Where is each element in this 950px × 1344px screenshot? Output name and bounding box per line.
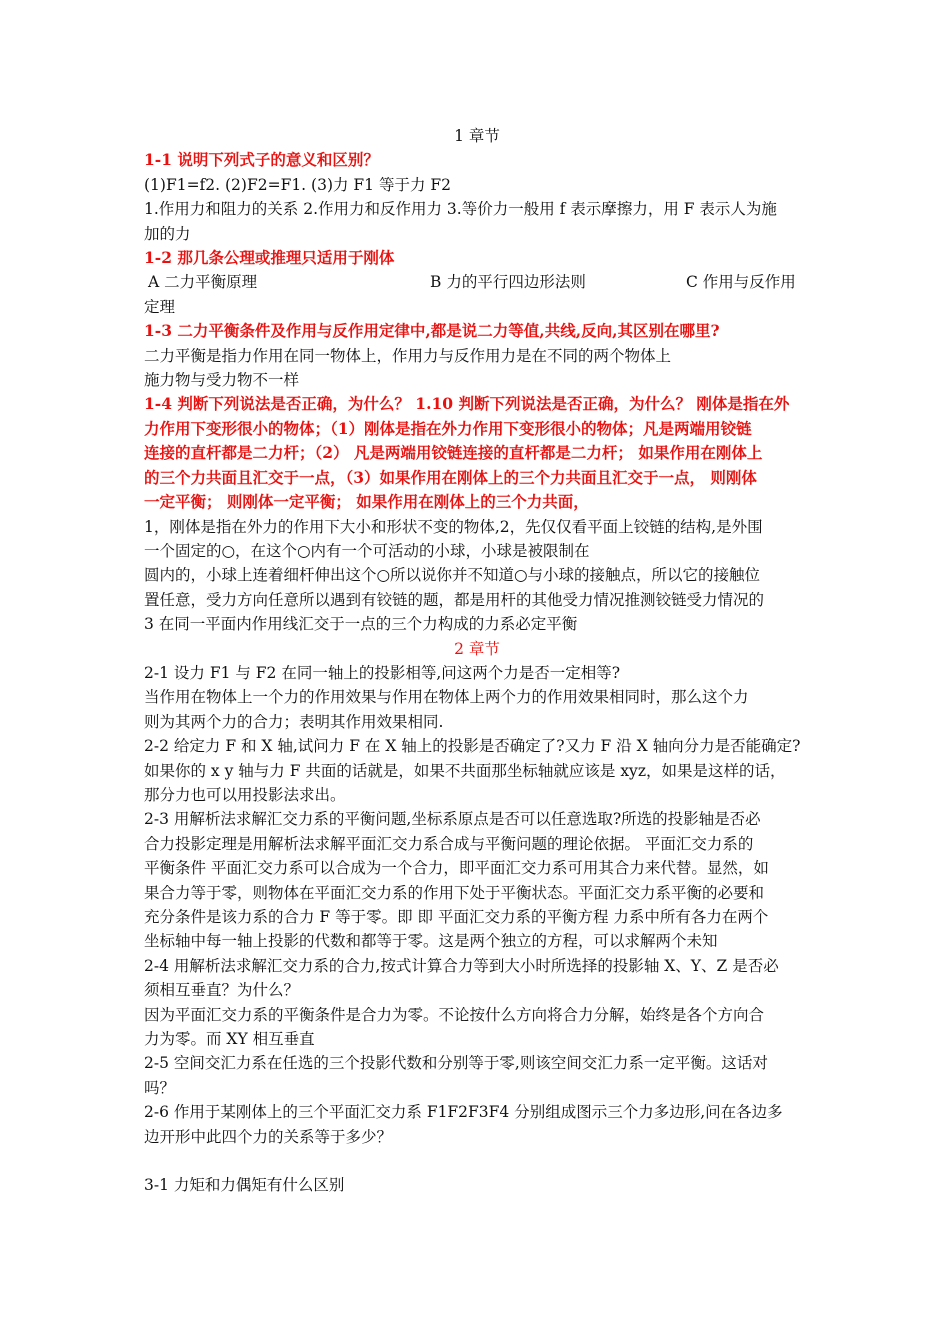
chapter-1-heading: 1 章节 bbox=[454, 127, 500, 145]
question-1-1: 1-1 说明下列式子的意义和区别？ bbox=[144, 150, 379, 170]
chapter-2-line: 充分条件是该力系的合力 F 等于零。即 即 平面汇交力系的平衡方程 力系中所有各力在两个 bbox=[144, 908, 769, 926]
answer-1-3-line: 二力平衡是指力作用在同一物体上，作用力与反作用力是在不同的两个物体上 bbox=[144, 346, 672, 365]
answer-1-4-line: 1，刚体是指在外力的作用下大小和形状不变的物体,2，先仅仅看平面上铰链的结构,是外围 bbox=[144, 517, 763, 536]
chapter-2-heading: 2 章节 bbox=[454, 639, 500, 658]
chapter-2-line: 2-5 空间交汇力系在任选的三个投影代数和分别等于零,则该空间交汇力系一定平衡。这话对 bbox=[144, 1054, 768, 1073]
document-body bbox=[144, 124, 810, 1198]
question-1-4-line: 力作用下变形很小的物体；（1）刚体是指在外力作用下变形很小的物体；凡是两端用铰链 bbox=[144, 418, 752, 438]
answer-1-4-line: 一个固定的○，在这个○内有一个可活动的小球，小球是被限制在 bbox=[144, 541, 590, 560]
question-1-4-line: 1-4 判断下列说法是否正确，为什么？ 1.10 判断下列说法是否正确，为什么？ 刚体是指在外 bbox=[144, 394, 790, 414]
chapter-2-line: 当作用在物体上一个力的作用效果与作用在物体上两个力的作用效果相同时，那么这个力 bbox=[144, 688, 749, 707]
chapter-2-line: 力为零。而 XY 相互垂直 bbox=[144, 1030, 315, 1049]
question-1-2: 1-2 那几条公理或推理只适用于刚体 bbox=[144, 248, 395, 268]
answer-1-4-line: 3 在同一平面内作用线汇交于一点的三个力构成的力系必定平衡 bbox=[144, 615, 578, 634]
question-1-2-options bbox=[144, 270, 810, 294]
question-1-4-line: 的三个力共面且汇交于一点，（3）如果作用在刚体上的三个力共面且汇交于一点， 则刚体 bbox=[144, 467, 757, 487]
option-b: B 力的平行四边形法则 bbox=[430, 273, 586, 292]
option-c: C 作用与反作用 bbox=[686, 273, 796, 292]
answer-1-3-line: 施力物与受力物不一样 bbox=[144, 371, 300, 390]
chapter-2-line: 如果你的 x y 轴与力 F 共面的话就是，如果不共面那坐标轴就应该是 xyz，如果是这样的话， bbox=[144, 761, 786, 780]
chapter-2-line: 边开形中此四个力的关系等于多少？ bbox=[144, 1127, 393, 1146]
chapter-2-line: 果合力等于零，则物体在平面汇交力系的作用下处于平衡状态。平面汇交力系平衡的必要和 bbox=[144, 883, 765, 902]
option-a: A 二力平衡原理 bbox=[148, 273, 258, 292]
chapter-2-line: 平衡条件 平面汇交力系可以合成为一个合力，即平面汇交力系可用其合力来代替。显然，如 bbox=[144, 859, 769, 878]
answer-1-4-line: 圆内的，小球上连着细杆伸出这个○所以说你并不知道○与小球的接触点，所以它的接触位 bbox=[144, 566, 761, 585]
chapter-2-line: 吗？ bbox=[144, 1078, 176, 1097]
blank-line bbox=[144, 1149, 810, 1173]
question-1-3: 1-3 二力平衡条件及作用与反作用定律中,都是说二力等值,共线,反向,其区别在哪里? bbox=[144, 321, 720, 341]
chapter-2-line: 2-6 作用于某刚体上的三个平面汇交力系 F1F2F3F4 分别组成图示三个力多边形,问在各边多 bbox=[144, 1103, 783, 1122]
answer-1-1-line: 1.作用力和阻力的关系 2.作用力和反作用力 3.等价力一般用 f 表示摩擦力，用 F 表示人为施 bbox=[144, 200, 777, 219]
chapter-2-line: 合力投影定理是用解析法求解平面汇交力系合成与平衡问题的理论依据。 平面汇交力系的 bbox=[144, 834, 754, 853]
chapter-2-line: 坐标轴中每一轴上投影的代数和都等于零。这是两个独立的方程，可以求解两个未知 bbox=[144, 932, 718, 951]
question-1-4-line: 一定平衡； 则刚体一定平衡； 如果作用在刚体上的三个力共面， bbox=[144, 492, 589, 512]
chapter-2-line: 2-2 给定力 F 和 X 轴,试问力 F 在 X 轴上的投影是否确定了?又力 F 沿 X 轴向分力是否能确定? bbox=[144, 737, 801, 756]
chapter-2-line: 因为平面汇交力系的平衡条件是合力为零。不论按什么方向将合力分解，始终是各个方向合 bbox=[144, 1005, 765, 1024]
chapter-2-line: 则为其两个力的合力；表明其作用效果相同. bbox=[144, 712, 444, 731]
answer-1-1-line: (1)F1=f2. (2)F2=F1. (3)力 F1 等于力 F2 bbox=[144, 175, 452, 194]
chapter-2-line: 须相互垂直？为什么？ bbox=[144, 981, 300, 1000]
chapter-2-line: 2-1 设力 F1 与 F2 在同一轴上的投影相等,问这两个力是否一定相等? bbox=[144, 663, 621, 682]
chapter-2-line: 2-4 用解析法求解汇交力系的合力,按式计算合力等到大小时所选择的投影轴 X、Y、Z 是否必 bbox=[144, 956, 779, 975]
answer-1-4-line: 置任意，受力方向任意所以遇到有铰链的题，都是用杆的其他受力情况推测铰链受力情况的 bbox=[144, 590, 765, 609]
chapter-2-line: 那分力也可以用投影法求出。 bbox=[144, 785, 346, 804]
question-1-4-line: 连接的直杆都是二力杆；（2） 凡是两端用铰链连接的直杆都是二力杆； 如果作用在刚体上 bbox=[144, 443, 763, 463]
question-3-1: 3-1 力矩和力偶矩有什么区别 bbox=[144, 1176, 345, 1195]
chapter-2-line: 2-3 用解析法求解汇交力系的平衡问题,坐标系原点是否可以任意选取?所选的投影轴是否必 bbox=[144, 810, 761, 829]
option-c-continued: 定理 bbox=[144, 297, 176, 316]
answer-1-1-line: 加的力 bbox=[144, 224, 191, 243]
